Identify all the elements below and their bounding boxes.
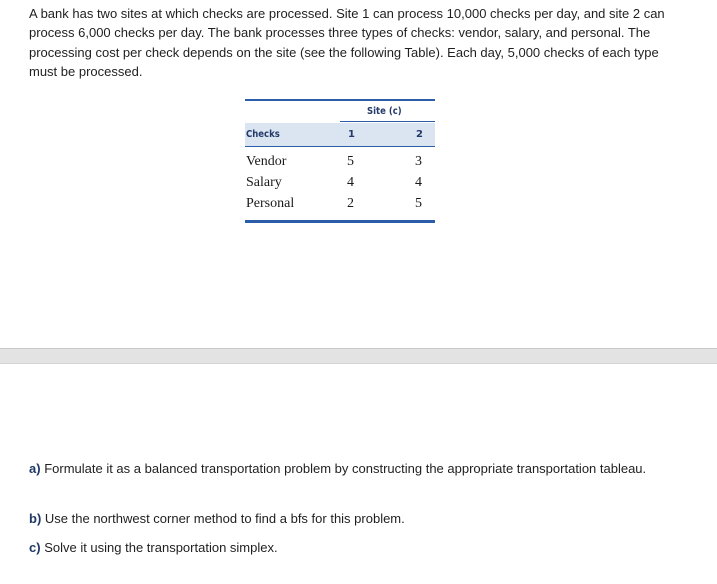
question-b (29, 509, 669, 528)
table-top-rule (245, 99, 435, 101)
site-2-cost: 4 (415, 175, 422, 190)
question-b-tag: b) (29, 511, 42, 526)
section-divider (0, 348, 717, 364)
table-row-vendor (245, 154, 435, 175)
site-group-header: Site (c) (367, 106, 402, 117)
question-a (29, 459, 669, 478)
question-c-tag: c) (29, 540, 41, 555)
row-label: Personal (246, 196, 295, 211)
question-a-text: Formulate it as a balanced transportation problem by constructing the appropriate transportation tableau. (44, 461, 647, 476)
table-row-salary (245, 175, 435, 196)
table-header-rule (245, 146, 435, 147)
table-bottom-rule (245, 220, 435, 223)
question-c-text: Solve it using the transportation simplex. (44, 540, 278, 555)
site-1-cost: 2 (347, 196, 354, 211)
table-row-personal (245, 196, 435, 217)
site-header-rule (340, 121, 435, 122)
question-a-tag: a) (29, 461, 41, 476)
question-b-text: Use the northwest corner method to find a bfs for this problem. (44, 511, 405, 526)
table-header-row (245, 123, 435, 146)
site-1-cost: 5 (347, 154, 354, 169)
site-2-cost: 3 (415, 154, 422, 169)
site-1-cost: 4 (347, 175, 354, 190)
site-2-cost: 5 (415, 196, 422, 211)
problem-statement: A bank has two sites at which checks are processed. Site 1 can process 10,000 checks per day, and site 2 can process 6,000 checks per day. The bank processes three types of checks: vendor, salary, and personal. The processing cost per check depends on the site (see the following Table). Each day, 5,000 checks of each type must be processed. (29, 6, 665, 79)
question-c (29, 538, 669, 557)
row-label: Salary (246, 175, 282, 190)
site-1-column-header: 1 (348, 129, 355, 140)
site-2-column-header: 2 (416, 129, 423, 140)
checks-column-header: Checks (246, 129, 280, 140)
row-label: Vendor (246, 154, 287, 169)
